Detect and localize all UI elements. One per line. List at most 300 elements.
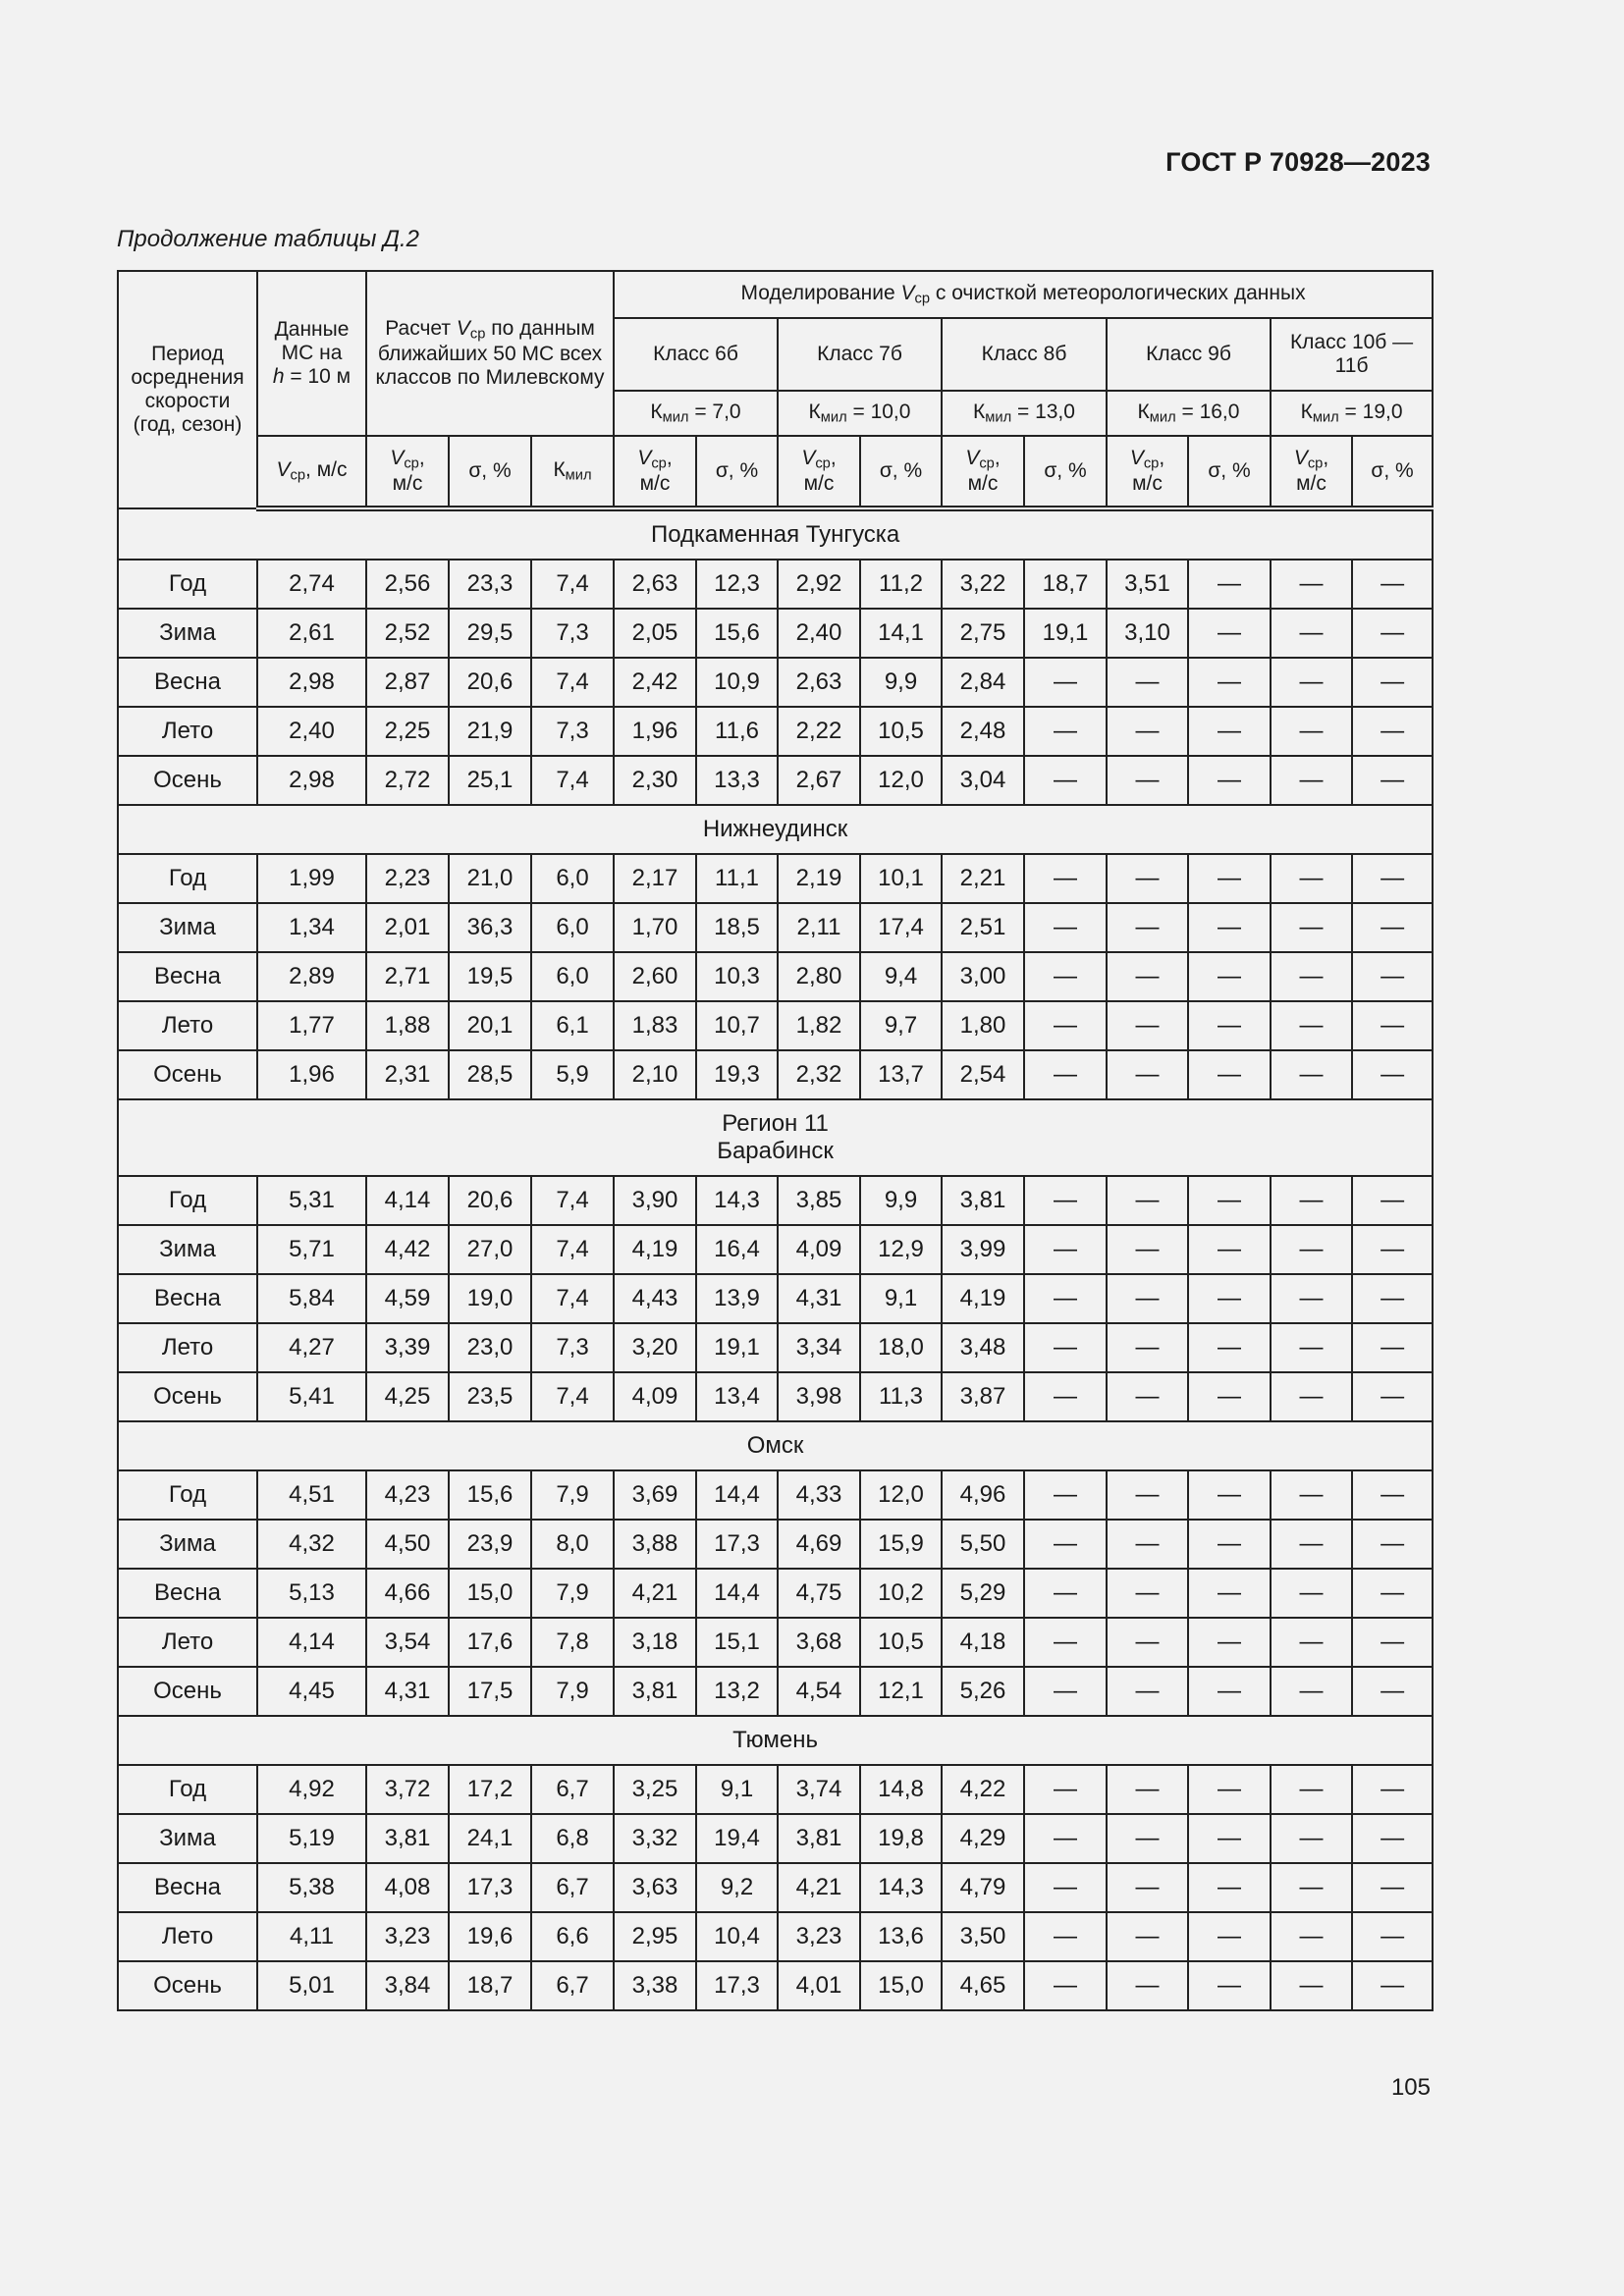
value-cell: 10,1	[860, 854, 942, 903]
value-cell: 13,2	[696, 1667, 778, 1716]
value-cell: —	[1352, 1569, 1433, 1618]
value-cell: 20,6	[449, 1176, 531, 1225]
section-row	[118, 508, 1433, 560]
value-cell: 2,19	[778, 854, 860, 903]
header-sigma: σ, %	[449, 436, 531, 508]
document-code: ГОСТ Р 70928—2023	[1165, 147, 1431, 177]
value-cell: —	[1107, 1814, 1188, 1863]
table-row	[118, 1814, 1433, 1863]
section-row	[118, 1421, 1433, 1470]
value-cell: —	[1271, 854, 1352, 903]
value-cell: —	[1024, 1001, 1107, 1050]
value-cell: 7,3	[531, 609, 614, 658]
value-cell: 20,1	[449, 1001, 531, 1050]
value-cell: 2,74	[257, 560, 366, 609]
value-cell: —	[1271, 1569, 1352, 1618]
value-cell: 4,45	[257, 1667, 366, 1716]
value-cell: 7,9	[531, 1569, 614, 1618]
value-cell: —	[1271, 1765, 1352, 1814]
value-cell: 10,5	[860, 1618, 942, 1667]
value-cell: —	[1188, 1176, 1271, 1225]
value-cell: —	[1024, 1814, 1107, 1863]
value-cell: 6,0	[531, 854, 614, 903]
value-cell: 6,8	[531, 1814, 614, 1863]
value-cell: —	[1188, 1372, 1271, 1421]
value-cell: 6,1	[531, 1001, 614, 1050]
value-cell: —	[1271, 560, 1352, 609]
section-row	[118, 805, 1433, 854]
value-cell: 6,0	[531, 952, 614, 1001]
header-sigma: σ, %	[1188, 436, 1271, 508]
value-cell: —	[1352, 952, 1433, 1001]
value-cell: 19,5	[449, 952, 531, 1001]
value-cell: 15,9	[860, 1520, 942, 1569]
value-cell: —	[1352, 609, 1433, 658]
value-cell: 7,8	[531, 1618, 614, 1667]
value-cell: —	[1024, 1520, 1107, 1569]
value-cell: 4,43	[614, 1274, 696, 1323]
period-cell: Весна	[118, 952, 257, 1001]
value-cell: 7,3	[531, 707, 614, 756]
header-period: Период осреднения скорости (год, сезон)	[118, 271, 257, 508]
section-row	[118, 1099, 1433, 1176]
value-cell: 2,17	[614, 854, 696, 903]
value-cell: 7,9	[531, 1667, 614, 1716]
value-cell: —	[1107, 1001, 1188, 1050]
value-cell: —	[1271, 1470, 1352, 1520]
value-cell: 15,0	[860, 1961, 942, 2010]
value-cell: 14,8	[860, 1765, 942, 1814]
section-subtitle-text: Барабинск	[717, 1138, 834, 1164]
period-cell: Весна	[118, 1863, 257, 1912]
value-cell: 3,25	[614, 1765, 696, 1814]
value-cell: 19,1	[1024, 609, 1107, 658]
value-cell: 25,1	[449, 756, 531, 805]
value-cell: —	[1188, 1274, 1271, 1323]
value-cell: 2,52	[366, 609, 449, 658]
value-cell: 12,9	[860, 1225, 942, 1274]
value-cell: 21,0	[449, 854, 531, 903]
value-cell: 4,65	[942, 1961, 1024, 2010]
table-row	[118, 1372, 1433, 1421]
value-cell: 23,3	[449, 560, 531, 609]
value-cell: 7,9	[531, 1470, 614, 1520]
value-cell: —	[1271, 609, 1352, 658]
period-cell: Весна	[118, 1274, 257, 1323]
value-cell: 13,9	[696, 1274, 778, 1323]
header-class: Класс 10б — 11б	[1271, 318, 1433, 391]
value-cell: 23,0	[449, 1323, 531, 1372]
value-cell: 6,0	[531, 903, 614, 952]
value-cell: —	[1188, 658, 1271, 707]
period-cell: Год	[118, 1176, 257, 1225]
value-cell: —	[1107, 1667, 1188, 1716]
value-cell: —	[1352, 560, 1433, 609]
value-cell: 4,14	[366, 1176, 449, 1225]
value-cell: 4,18	[942, 1618, 1024, 1667]
value-cell: 2,67	[778, 756, 860, 805]
value-cell: —	[1107, 707, 1188, 756]
value-cell: 7,3	[531, 1323, 614, 1372]
table-row	[118, 1569, 1433, 1618]
value-cell: —	[1271, 1225, 1352, 1274]
value-cell: —	[1352, 1765, 1433, 1814]
value-cell: 3,10	[1107, 609, 1188, 658]
period-cell: Осень	[118, 756, 257, 805]
value-cell: —	[1188, 1520, 1271, 1569]
header-k-mil: $К_{мил} = 7,0$	[614, 391, 778, 436]
value-cell: 18,7	[1024, 560, 1107, 609]
value-cell: —	[1024, 1470, 1107, 1520]
section-title	[118, 508, 1433, 560]
value-cell: 3,81	[778, 1814, 860, 1863]
value-cell: —	[1271, 1667, 1352, 1716]
value-cell: 3,20	[614, 1323, 696, 1372]
value-cell: 19,3	[696, 1050, 778, 1099]
value-cell: —	[1024, 707, 1107, 756]
header-class: Класс 8б	[942, 318, 1107, 391]
value-cell: 3,39	[366, 1323, 449, 1372]
value-cell: 4,33	[778, 1470, 860, 1520]
value-cell: —	[1352, 1372, 1433, 1421]
value-cell: —	[1188, 1050, 1271, 1099]
value-cell: —	[1024, 1050, 1107, 1099]
value-cell: —	[1188, 756, 1271, 805]
value-cell: 18,0	[860, 1323, 942, 1372]
value-cell: —	[1271, 1176, 1352, 1225]
value-cell: 4,19	[942, 1274, 1024, 1323]
value-cell: 14,3	[696, 1176, 778, 1225]
data-table	[117, 270, 1434, 2011]
value-cell: 3,32	[614, 1814, 696, 1863]
value-cell: 36,3	[449, 903, 531, 952]
value-cell: 12,0	[860, 756, 942, 805]
value-cell: —	[1024, 1667, 1107, 1716]
value-cell: 3,99	[942, 1225, 1024, 1274]
value-cell: 5,13	[257, 1569, 366, 1618]
value-cell: 14,1	[860, 609, 942, 658]
value-cell: 3,54	[366, 1618, 449, 1667]
table-row	[118, 1667, 1433, 1716]
value-cell: 4,19	[614, 1225, 696, 1274]
value-cell: —	[1024, 854, 1107, 903]
period-cell: Весна	[118, 658, 257, 707]
value-cell: —	[1024, 658, 1107, 707]
table-row	[118, 1225, 1433, 1274]
value-cell: 10,2	[860, 1569, 942, 1618]
table-row	[118, 658, 1433, 707]
value-cell: 12,3	[696, 560, 778, 609]
value-cell: 17,4	[860, 903, 942, 952]
value-cell: 4,14	[257, 1618, 366, 1667]
value-cell: 12,0	[860, 1470, 942, 1520]
value-cell: 3,00	[942, 952, 1024, 1001]
value-cell: 2,61	[257, 609, 366, 658]
header-class: Класс 9б	[1107, 318, 1271, 391]
value-cell: 9,4	[860, 952, 942, 1001]
value-cell: —	[1107, 1050, 1188, 1099]
value-cell: —	[1352, 756, 1433, 805]
value-cell: —	[1352, 658, 1433, 707]
value-cell: 11,3	[860, 1372, 942, 1421]
value-cell: 3,68	[778, 1618, 860, 1667]
value-cell: 3,22	[942, 560, 1024, 609]
value-cell: —	[1107, 1470, 1188, 1520]
value-cell: 7,4	[531, 756, 614, 805]
value-cell: 2,01	[366, 903, 449, 952]
value-cell: 17,5	[449, 1667, 531, 1716]
value-cell: 15,1	[696, 1618, 778, 1667]
value-cell: 17,3	[696, 1961, 778, 2010]
value-cell: 2,40	[778, 609, 860, 658]
value-cell: 4,92	[257, 1765, 366, 1814]
value-cell: —	[1271, 1912, 1352, 1961]
value-cell: —	[1188, 952, 1271, 1001]
value-cell: 5,50	[942, 1520, 1024, 1569]
value-cell: 21,9	[449, 707, 531, 756]
value-cell: —	[1024, 1372, 1107, 1421]
value-cell: 4,09	[778, 1225, 860, 1274]
value-cell: 4,66	[366, 1569, 449, 1618]
period-cell: Год	[118, 560, 257, 609]
value-cell: —	[1024, 756, 1107, 805]
table-body	[118, 508, 1433, 2010]
value-cell: 10,4	[696, 1912, 778, 1961]
value-cell: 2,31	[366, 1050, 449, 1099]
value-cell: 2,32	[778, 1050, 860, 1099]
value-cell: 23,5	[449, 1372, 531, 1421]
value-cell: 17,3	[696, 1520, 778, 1569]
header-sigma: σ, %	[696, 436, 778, 508]
period-cell: Год	[118, 854, 257, 903]
value-cell: 4,21	[778, 1863, 860, 1912]
value-cell: 11,1	[696, 854, 778, 903]
value-cell: —	[1188, 1001, 1271, 1050]
value-cell: —	[1352, 1912, 1433, 1961]
value-cell: —	[1024, 903, 1107, 952]
period-cell: Зима	[118, 609, 257, 658]
value-cell: —	[1352, 1225, 1433, 1274]
value-cell: —	[1107, 1863, 1188, 1912]
period-cell: Зима	[118, 903, 257, 952]
value-cell: 6,6	[531, 1912, 614, 1961]
value-cell: 5,29	[942, 1569, 1024, 1618]
value-cell: —	[1352, 1667, 1433, 1716]
value-cell: 2,75	[942, 609, 1024, 658]
value-cell: —	[1024, 1225, 1107, 1274]
value-cell: 4,31	[778, 1274, 860, 1323]
value-cell: 9,7	[860, 1001, 942, 1050]
table-row	[118, 1176, 1433, 1225]
period-cell: Лето	[118, 707, 257, 756]
value-cell: 2,40	[257, 707, 366, 756]
value-cell: —	[1107, 1323, 1188, 1372]
value-cell: —	[1188, 560, 1271, 609]
value-cell: —	[1188, 1667, 1271, 1716]
table-row	[118, 1274, 1433, 1323]
value-cell: —	[1107, 1618, 1188, 1667]
value-cell: 4,25	[366, 1372, 449, 1421]
value-cell: —	[1107, 903, 1188, 952]
value-cell: 3,23	[778, 1912, 860, 1961]
value-cell: 2,25	[366, 707, 449, 756]
value-cell: 6,7	[531, 1863, 614, 1912]
value-cell: —	[1188, 1470, 1271, 1520]
value-cell: —	[1024, 1323, 1107, 1372]
period-cell: Зима	[118, 1520, 257, 1569]
period-cell: Лето	[118, 1618, 257, 1667]
table-row	[118, 707, 1433, 756]
value-cell: 2,48	[942, 707, 1024, 756]
value-cell: 4,69	[778, 1520, 860, 1569]
value-cell: —	[1188, 609, 1271, 658]
value-cell: —	[1352, 903, 1433, 952]
value-cell: —	[1352, 1274, 1433, 1323]
value-cell: —	[1271, 903, 1352, 952]
value-cell: —	[1024, 1863, 1107, 1912]
value-cell: —	[1271, 756, 1352, 805]
value-cell: 3,38	[614, 1961, 696, 2010]
section-title-text: Омск	[746, 1432, 804, 1460]
value-cell: —	[1271, 1323, 1352, 1372]
value-cell: 10,9	[696, 658, 778, 707]
value-cell: 2,87	[366, 658, 449, 707]
value-cell: 5,31	[257, 1176, 366, 1225]
value-cell: 4,22	[942, 1765, 1024, 1814]
value-cell: 1,34	[257, 903, 366, 952]
value-cell: —	[1188, 1323, 1271, 1372]
table-row	[118, 1618, 1433, 1667]
value-cell: —	[1271, 1863, 1352, 1912]
value-cell: 13,6	[860, 1912, 942, 1961]
value-cell: —	[1024, 1569, 1107, 1618]
value-cell: 4,51	[257, 1470, 366, 1520]
value-cell: 14,4	[696, 1569, 778, 1618]
value-cell: 9,2	[696, 1863, 778, 1912]
value-cell: 10,5	[860, 707, 942, 756]
header-k-mil: $К_{мил} = 19,0$	[1271, 391, 1433, 436]
value-cell: —	[1271, 1001, 1352, 1050]
table-row	[118, 1323, 1433, 1372]
header-v-class: $V_{ср}$, м/с	[614, 436, 696, 508]
value-cell: —	[1024, 1618, 1107, 1667]
value-cell: 17,6	[449, 1618, 531, 1667]
value-cell: —	[1107, 854, 1188, 903]
table-row	[118, 903, 1433, 952]
value-cell: 2,21	[942, 854, 1024, 903]
value-cell: —	[1107, 1961, 1188, 2010]
period-cell: Лето	[118, 1323, 257, 1372]
value-cell: 3,51	[1107, 560, 1188, 609]
value-cell: 2,56	[366, 560, 449, 609]
value-cell: 9,9	[860, 1176, 942, 1225]
section-title	[118, 805, 1433, 854]
value-cell: 29,5	[449, 609, 531, 658]
value-cell: —	[1107, 1569, 1188, 1618]
header-modeling: Моделирование $V_{ср}$ с очисткой метеорологических данных	[614, 271, 1433, 318]
value-cell: 19,4	[696, 1814, 778, 1863]
value-cell: —	[1188, 1569, 1271, 1618]
value-cell: 15,6	[449, 1470, 531, 1520]
value-cell: 3,34	[778, 1323, 860, 1372]
period-cell: Осень	[118, 1961, 257, 2010]
header-k-mil: $К_{мил} = 10,0$	[778, 391, 942, 436]
header-v-class: $V_{ср}$, м/с	[942, 436, 1024, 508]
value-cell: 24,1	[449, 1814, 531, 1863]
header-k-mil: $К_{мил} = 16,0$	[1107, 391, 1271, 436]
value-cell: 3,81	[366, 1814, 449, 1863]
section-row	[118, 1716, 1433, 1765]
value-cell: 4,11	[257, 1912, 366, 1961]
table-row	[118, 1520, 1433, 1569]
value-cell: —	[1352, 1050, 1433, 1099]
value-cell: —	[1352, 854, 1433, 903]
value-cell: 3,98	[778, 1372, 860, 1421]
section-title	[118, 1099, 1433, 1176]
period-cell: Год	[118, 1470, 257, 1520]
value-cell: 3,48	[942, 1323, 1024, 1372]
value-cell: —	[1188, 1863, 1271, 1912]
value-cell: 1,80	[942, 1001, 1024, 1050]
value-cell: —	[1271, 1961, 1352, 2010]
period-cell: Зима	[118, 1225, 257, 1274]
value-cell: 11,6	[696, 707, 778, 756]
value-cell: 4,09	[614, 1372, 696, 1421]
value-cell: —	[1271, 707, 1352, 756]
period-cell: Весна	[118, 1569, 257, 1618]
value-cell: 2,92	[778, 560, 860, 609]
value-cell: 7,4	[531, 560, 614, 609]
table-row	[118, 609, 1433, 658]
value-cell: —	[1271, 952, 1352, 1001]
header-calc: Расчет $V_{ср}$ по данным ближайших 50 МС всех классов по Милевскому	[366, 271, 614, 436]
value-cell: 17,2	[449, 1765, 531, 1814]
value-cell: —	[1107, 1912, 1188, 1961]
header-ms-data: Данные МС на h = 10 м	[257, 271, 366, 436]
value-cell: 9,1	[696, 1765, 778, 1814]
value-cell: —	[1107, 756, 1188, 805]
value-cell: 1,77	[257, 1001, 366, 1050]
value-cell: —	[1188, 1225, 1271, 1274]
period-cell: Осень	[118, 1667, 257, 1716]
value-cell: 11,2	[860, 560, 942, 609]
value-cell: 4,79	[942, 1863, 1024, 1912]
value-cell: 18,7	[449, 1961, 531, 2010]
header-k-mil: $К_{мил} = 13,0$	[942, 391, 1107, 436]
value-cell: 14,4	[696, 1470, 778, 1520]
header-sigma: σ, %	[860, 436, 942, 508]
value-cell: 13,7	[860, 1050, 942, 1099]
value-cell: 2,98	[257, 658, 366, 707]
table-row	[118, 1765, 1433, 1814]
section-title-text: Регион 11	[722, 1110, 829, 1138]
period-cell: Зима	[118, 1814, 257, 1863]
period-cell: Год	[118, 1765, 257, 1814]
table-header	[118, 271, 1433, 508]
value-cell: 27,0	[449, 1225, 531, 1274]
section-title	[118, 1716, 1433, 1765]
value-cell: —	[1024, 952, 1107, 1001]
value-cell: —	[1107, 1225, 1188, 1274]
value-cell: 2,42	[614, 658, 696, 707]
value-cell: 3,74	[778, 1765, 860, 1814]
value-cell: 8,0	[531, 1520, 614, 1569]
value-cell: 2,84	[942, 658, 1024, 707]
value-cell: 2,80	[778, 952, 860, 1001]
period-cell: Осень	[118, 1050, 257, 1099]
value-cell: —	[1188, 1814, 1271, 1863]
value-cell: 1,96	[614, 707, 696, 756]
